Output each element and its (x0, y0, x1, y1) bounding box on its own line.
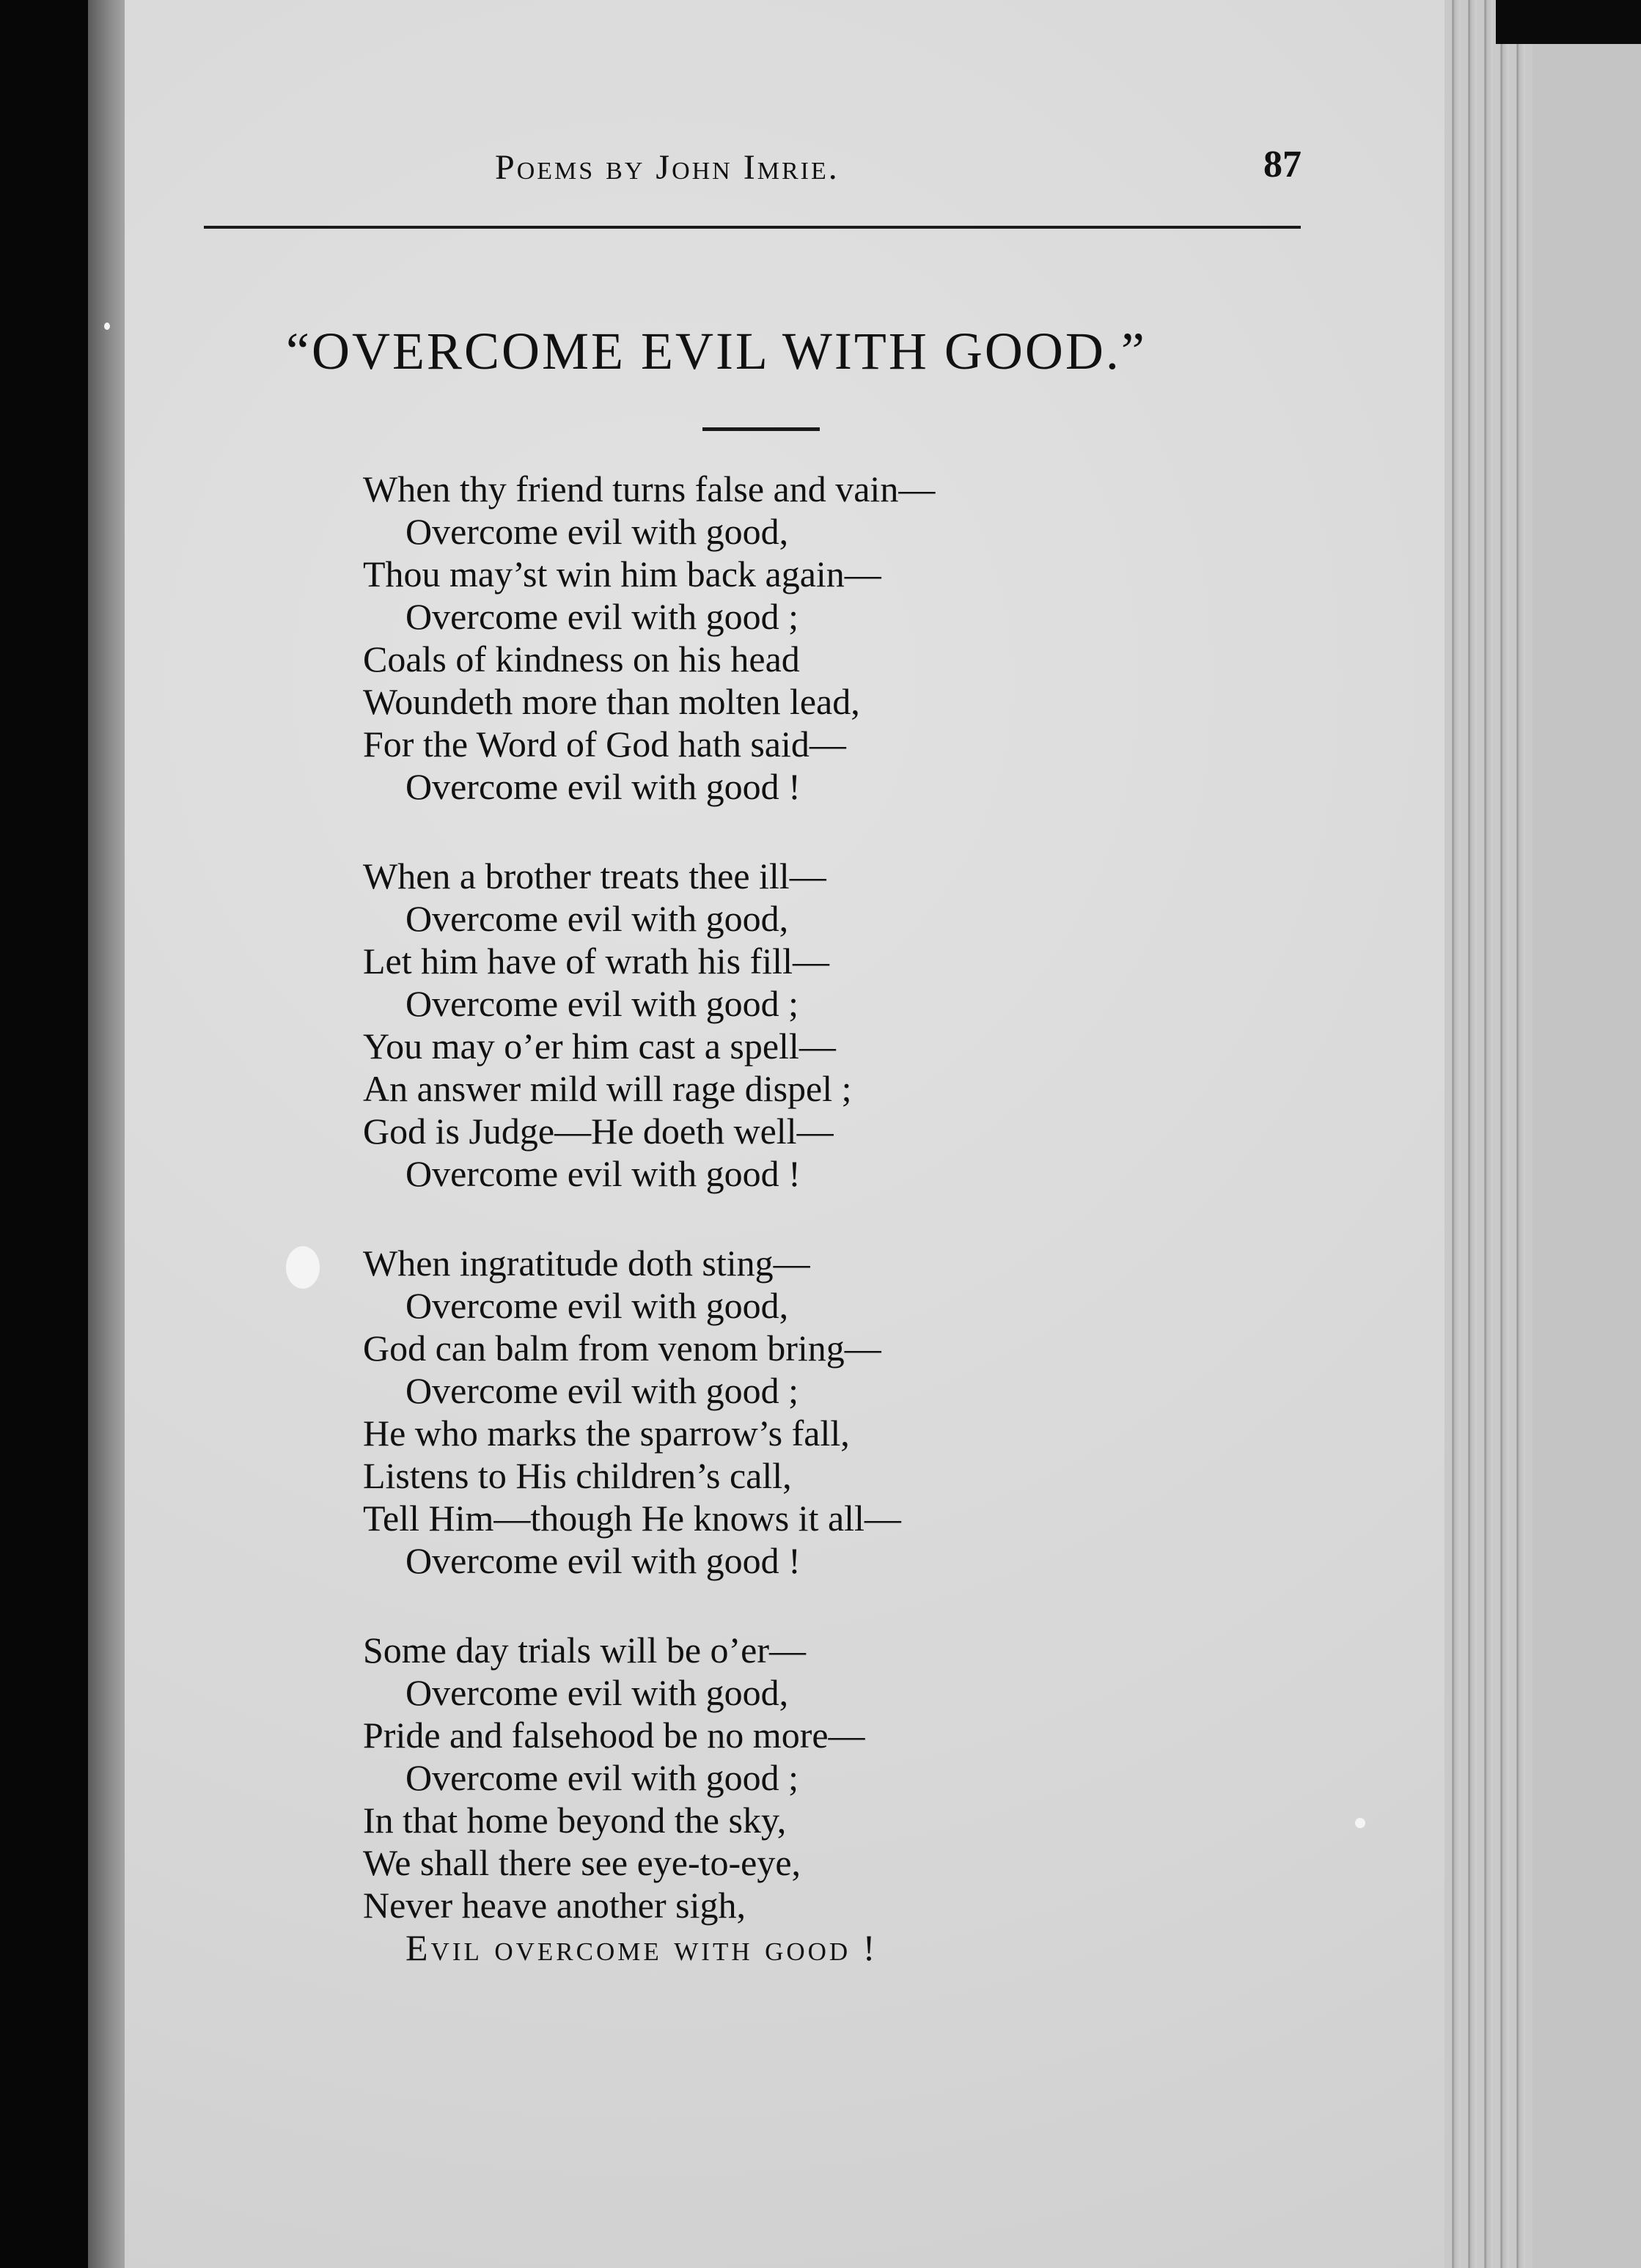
poem-line: Pride and falsehood be no more— (363, 1715, 865, 1756)
poem-line: Coals of kindness on his head (363, 638, 800, 680)
poem-line: Thou may’st win him back again— (363, 553, 881, 594)
poem-line-refrain: Overcome evil with good ; (405, 1370, 799, 1411)
poem-line-refrain: Overcome evil with good ; (405, 983, 799, 1024)
poem-line: Woundeth more than molten lead, (363, 681, 860, 722)
poem-line-refrain: Overcome evil with good ; (405, 596, 799, 637)
scan-border-right (1532, 0, 1641, 2268)
poem-line: He who marks the sparrow’s fall, (363, 1413, 850, 1454)
poem-line-final: Evil overcome with good ! (405, 1927, 878, 1968)
poem-line: You may o’er him cast a spell— (363, 1026, 836, 1067)
poem-line-refrain: Overcome evil with good, (405, 511, 789, 552)
poem-line: Never heave another sigh, (363, 1885, 746, 1926)
stanza-4 (363, 1629, 1170, 1969)
poem-line: Listens to His children’s call, (363, 1455, 792, 1496)
poem-line: Tell Him—though He knows it all— (363, 1498, 901, 1539)
stanza-2 (363, 855, 1170, 1195)
scan-speck (1355, 1818, 1365, 1828)
poem-title: “OVERCOME EVIL WITH GOOD.” (286, 322, 1147, 380)
poem-line: For the Word of God hath said— (363, 724, 846, 765)
page-number: 87 (1263, 144, 1302, 185)
scan-speck (104, 323, 110, 330)
scan-border-left (0, 0, 88, 2268)
page-edges (1444, 0, 1532, 2268)
poem-line: When ingratitude doth sting— (363, 1242, 810, 1284)
poem-line: God can balm from venom bring— (363, 1328, 881, 1369)
scan-corner-dark (1496, 0, 1641, 44)
poem-line: When a brother treats thee ill— (363, 855, 826, 896)
poem-line-refrain: Overcome evil with good, (405, 1285, 789, 1326)
poem-line-refrain: Overcome evil with good ! (405, 1540, 801, 1581)
poem-line-refrain: Overcome evil with good ; (405, 1757, 799, 1798)
page-header (202, 143, 1302, 202)
poem-line-refrain: Overcome evil with good, (405, 898, 789, 939)
poem-line: When thy friend turns false and vain— (363, 468, 936, 509)
poem-line: An answer mild will rage dispel ; (363, 1068, 852, 1109)
book-binding-shadow (88, 0, 125, 2268)
header-rule (204, 226, 1301, 229)
poem-line: Let him have of wrath his fill— (363, 940, 829, 982)
title-rule (702, 427, 820, 431)
running-head: Poems by John Imrie. (495, 148, 840, 187)
stanza-1 (363, 468, 1170, 808)
poem-line: We shall there see eye-to-eye, (363, 1842, 801, 1883)
poem-line: Some day trials will be o’er— (363, 1630, 807, 1671)
poem-line: In that home beyond the sky, (363, 1800, 787, 1841)
scan-speck (286, 1246, 320, 1289)
poem-line-refrain: Overcome evil with good, (405, 1672, 789, 1713)
poem-line: God is Judge—He doeth well— (363, 1111, 834, 1152)
poem-line-refrain: Overcome evil with good ! (405, 1153, 801, 1194)
poem-line-refrain: Overcome evil with good ! (405, 766, 801, 807)
stanza-3 (363, 1242, 1170, 1582)
poem-body (363, 468, 1170, 2016)
